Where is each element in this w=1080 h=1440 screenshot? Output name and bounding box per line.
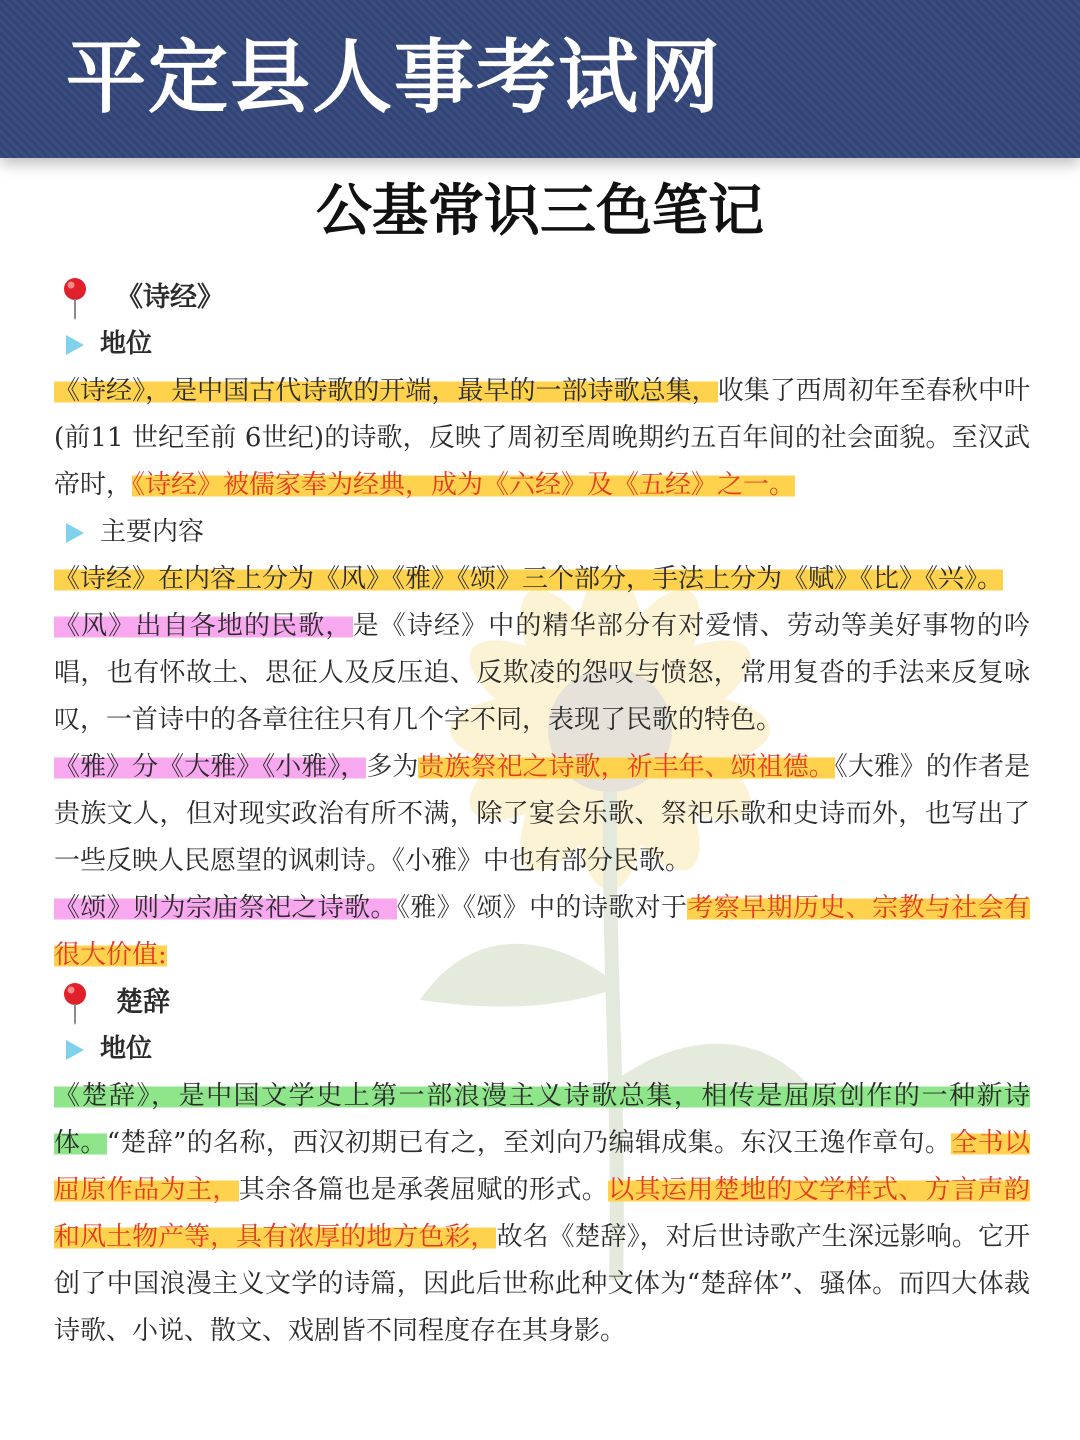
subsection-header-content — [54, 509, 1030, 556]
subsection-title: 地位 — [100, 1034, 153, 1064]
section-header-shijing — [54, 274, 1030, 321]
section-title: 楚辞 — [116, 987, 170, 1018]
paragraph-feng — [54, 603, 1030, 744]
page-title: 公基常识三色笔记 — [316, 179, 764, 244]
highlight-green: 《楚辞》，是中国文学史上第一部浪漫主义诗歌总集，相传是屈原创作的一种新诗体。 — [54, 1081, 1030, 1158]
text: 《大雅》的作者是贵族文人，但对现实政治有所不满，除了宴会乐歌、祭祀乐歌和史诗而外，也写出了一些反映人民愿望的讽刺诗。《小雅》中也有部分民歌。 — [54, 752, 1030, 876]
text: 多为 — [366, 752, 419, 782]
triangle-icon — [66, 523, 84, 543]
highlight-yellow: 《诗经》在内容上分为《风》《雅》《颂》三个部分，手法上分为《赋》《比》《兴》。 — [54, 564, 1004, 594]
pushpin-icon — [58, 981, 98, 1025]
highlight-yellow-red: 贵族祭祀之诗歌，祈丰年、颂祖德。 — [418, 752, 835, 782]
header-banner — [0, 0, 1080, 158]
text: 《雅》《颂》中的诗歌对于 — [396, 893, 688, 923]
highlight-pink: 《雅》分《大雅》《小雅》， — [54, 752, 367, 782]
paragraph-ya — [54, 744, 1030, 885]
highlight-yellow-red: 以其运用楚地的文学样式、方言声韵和风土物产等，具有浓厚的地方色彩， — [54, 1175, 1030, 1252]
highlight-yellow-red: 考察早期历史、宗教与社会有很大价值: — [54, 893, 1030, 970]
triangle-icon — [66, 335, 84, 355]
text: “楚辞”的名称，西汉初期已有之，至刘向乃编辑成集。东汉王逸作章句。 — [106, 1128, 952, 1158]
highlight-pink: 《风》出自各地的民歌， — [54, 611, 353, 641]
text: 其余各篇也是承袭屈赋的形式。 — [238, 1175, 609, 1205]
paragraph-shijing-content — [54, 556, 1030, 603]
paragraph-song — [54, 885, 1030, 979]
text: 是《诗经》中的精华部分有对爱情、劳动等美好事物的吟唱，也有怀故土、思征人及反压迫、反欺凌的怨叹与愤怒，常用复沓的手法来反复咏叹，一首诗中的各章往往只有几个字不同，表现了民歌的特色。 — [54, 611, 1030, 735]
subsection-title: 主要内容 — [100, 517, 205, 547]
subsection-header-status — [54, 321, 1030, 368]
section-title: 《诗经》 — [116, 282, 224, 313]
notes-body — [54, 274, 1030, 1355]
highlight-yellow-red: 《诗经》被儒家奉为经典，成为《六经》及《五经》之一。 — [132, 470, 796, 500]
text: 故名《楚辞》，对后世诗歌产生深远影响。它开创了中国浪漫主义文学的诗篇，因此后世称此种文体为“楚辞体”、骚体。而四大体裁诗歌、小说、散文、戏剧皆不同程度存在其身影。 — [54, 1222, 1030, 1346]
site-title: 平定县人事考试网 — [66, 31, 722, 124]
triangle-icon — [66, 1040, 84, 1060]
highlight-yellow-red: 全书以屈原作品为主， — [54, 1128, 1030, 1205]
subsection-header-chuci-status — [54, 1026, 1030, 1073]
pushpin-icon — [58, 276, 98, 320]
highlight-pink: 《颂》则为宗庙祭祀之诗歌。 — [54, 893, 397, 923]
subsection-title: 地位 — [100, 329, 153, 359]
section-header-chuci — [54, 979, 1030, 1026]
paragraph-chuci — [54, 1073, 1030, 1355]
text: 收集了西周初年至春秋中叶(前11 世纪至前 6世纪)的诗歌，反映了周初至周晚期约五百年间的社会面貌。至汉武帝时， — [54, 376, 1030, 500]
highlight-yellow: 《诗经》，是中国古代诗歌的开端，最早的一部诗歌总集， — [54, 376, 718, 406]
paragraph-shijing-status — [54, 368, 1030, 509]
